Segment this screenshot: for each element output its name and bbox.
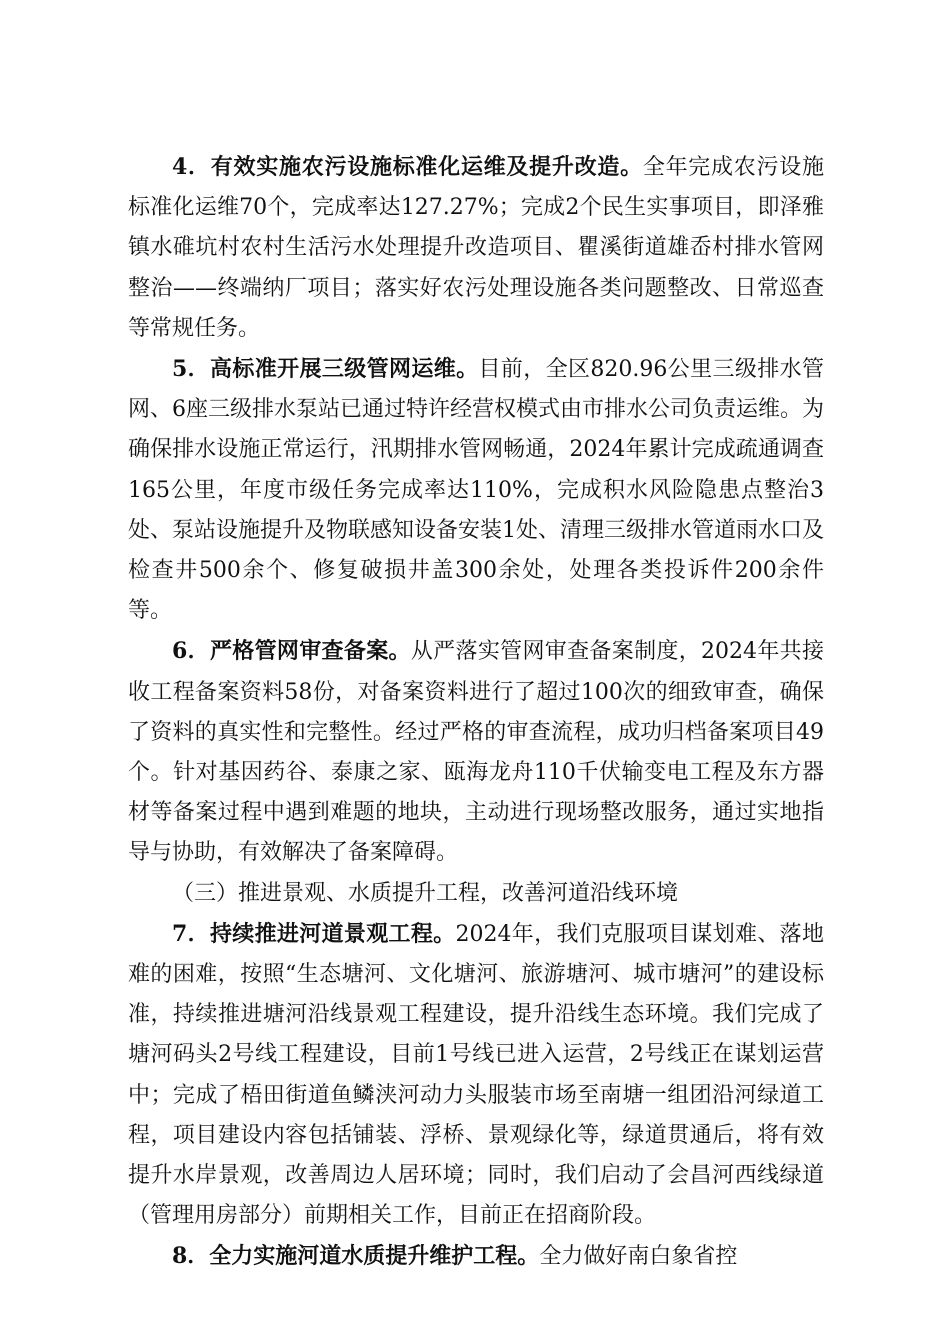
section-heading: （三）推进景观、水质提升工程，改善河道沿线环境 <box>172 880 679 906</box>
paragraph-heading: 6．严格管网审查备案。 <box>172 638 411 665</box>
paragraph-item-6 <box>128 631 824 873</box>
paragraph-body: 从严落实管网审查备案制度，2024年共接收工程备案资料58份，对备案资料进行了超过100次的细致审查，确保了资料的真实性和完整性。经过严格的审查流程，成功归档备案项目49个。针对基因药谷、泰康之家、瓯海龙舟110千伏输变电工程及东方器材等备案过程中遇到难题的地块，主动进行现场整改服务，通过实地指导与协助，有效解决了备案障碍。 <box>128 639 824 866</box>
paragraph-body: 全力做好南白象省控 <box>539 1244 738 1270</box>
document-body <box>128 147 824 1278</box>
paragraph-item-8 <box>128 1236 824 1277</box>
paragraph-heading: 8．全力实施河道水质提升维护工程。 <box>172 1243 540 1270</box>
paragraph-item-7 <box>128 914 824 1237</box>
paragraph-body: 全年完成农污设施标准化运维70个，完成率达127.27%；完成2个民生实事项目，即泽雅镇水碓坑村农村生活污水处理提升改造项目、瞿溪街道雄岙村排水管网整治——终端纳厂项目；落实好农污处理设施各类问题整改、日常巡查等常规任务。 <box>128 155 824 341</box>
paragraph-item-5 <box>128 349 824 631</box>
paragraph-heading: 4．有效实施农污设施标准化运维及提升改造。 <box>172 154 643 180</box>
paragraph-body: 目前，全区820.96公里三级排水管网、6座三级排水泵站已通过特许经营权模式由市排水公司负责运维。为确保排水设施正常运行，汛期排水管网畅通，2024年累计完成疏通调查165公里，年度市级任务完成率达110%，完成积水风险隐患点整治3处、泵站设施提升及物联感知设备安装1处、清理三级排水管道雨水口及检查井500余个、修复破损井盖300余处，处理各类投诉件200余件等。 <box>128 357 825 624</box>
paragraph-heading: 7．持续推进河道景观工程。 <box>172 920 456 947</box>
paragraph-body: 2024年，我们克服项目谋划难、落地难的困难，按照“生态塘河、文化塘河、旅游塘河、城市塘河”的建设标准，持续推进塘河沿线景观工程建设，提升沿线生态环境。我们完成了塘河码头2号线工程建设，目前1号线已进入运营，2号线正在谋划运营中；完成了梧田街道鱼鳞浃河动力头服装市场至南塘一组团沿河绿道工程，项目建设内容包括铺装、浮桥、景观绿化等，绿道贯通后，将有效提升水岸景观，改善周边人居环境；同时，我们启动了会昌河西线绿道（管理用房部分）前期相关工作，目前正在招商阶段。 <box>128 921 824 1229</box>
paragraph-heading: 5．高标准开展三级管网运维。 <box>172 356 479 383</box>
paragraph-item-4 <box>128 147 824 349</box>
